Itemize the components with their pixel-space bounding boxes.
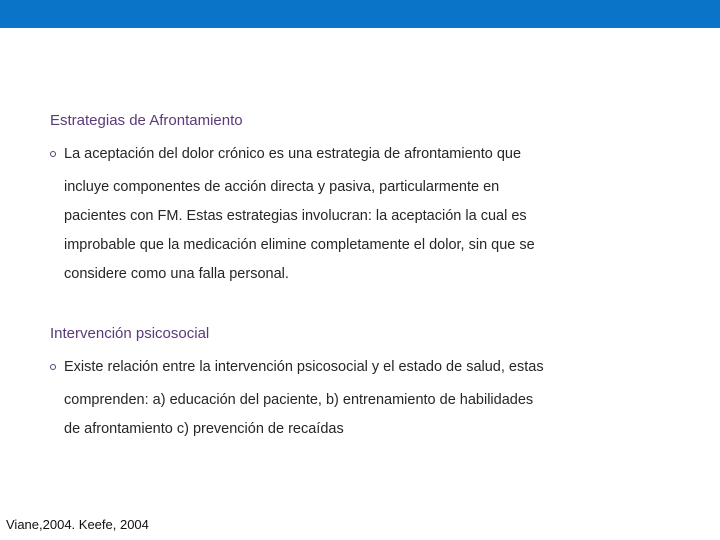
bullet-text-line: pacientes con FM. Estas estrategias involucran: la aceptación la cual es <box>64 208 527 224</box>
bullet-item <box>50 144 650 289</box>
citation: Viane,2004. Keefe, 2004 <box>6 517 149 532</box>
header-bar <box>0 0 720 28</box>
bullet-text-line: considere como una falla personal. <box>64 266 289 282</box>
section-heading: Estrategias de Afrontamiento <box>50 112 243 129</box>
bullet-text-line: improbable que la medicación elimine completamente el dolor, sin que se <box>64 237 535 253</box>
section-heading: Intervención psicosocial <box>50 325 210 342</box>
circle-bullet-icon <box>50 151 56 157</box>
circle-bullet-icon <box>50 364 56 370</box>
bullet-item <box>50 357 650 444</box>
bullet-text-line: comprenden: a) educación del paciente, b) entrenamiento de habilidades <box>64 392 534 408</box>
bullet-text-line: Existe relación entre la intervención psicosocial y el estado de salud, estas <box>64 359 544 375</box>
bullet-text-line: incluye componentes de acción directa y pasiva, particularmente en <box>64 179 500 195</box>
section-coping-strategies <box>50 111 650 289</box>
section-psychosocial-intervention <box>50 324 650 444</box>
bullet-text-line: La aceptación del dolor crónico es una estrategia de afrontamiento que <box>64 146 522 162</box>
bullet-text-line: de afrontamiento c) prevención de recaídas <box>64 421 344 437</box>
